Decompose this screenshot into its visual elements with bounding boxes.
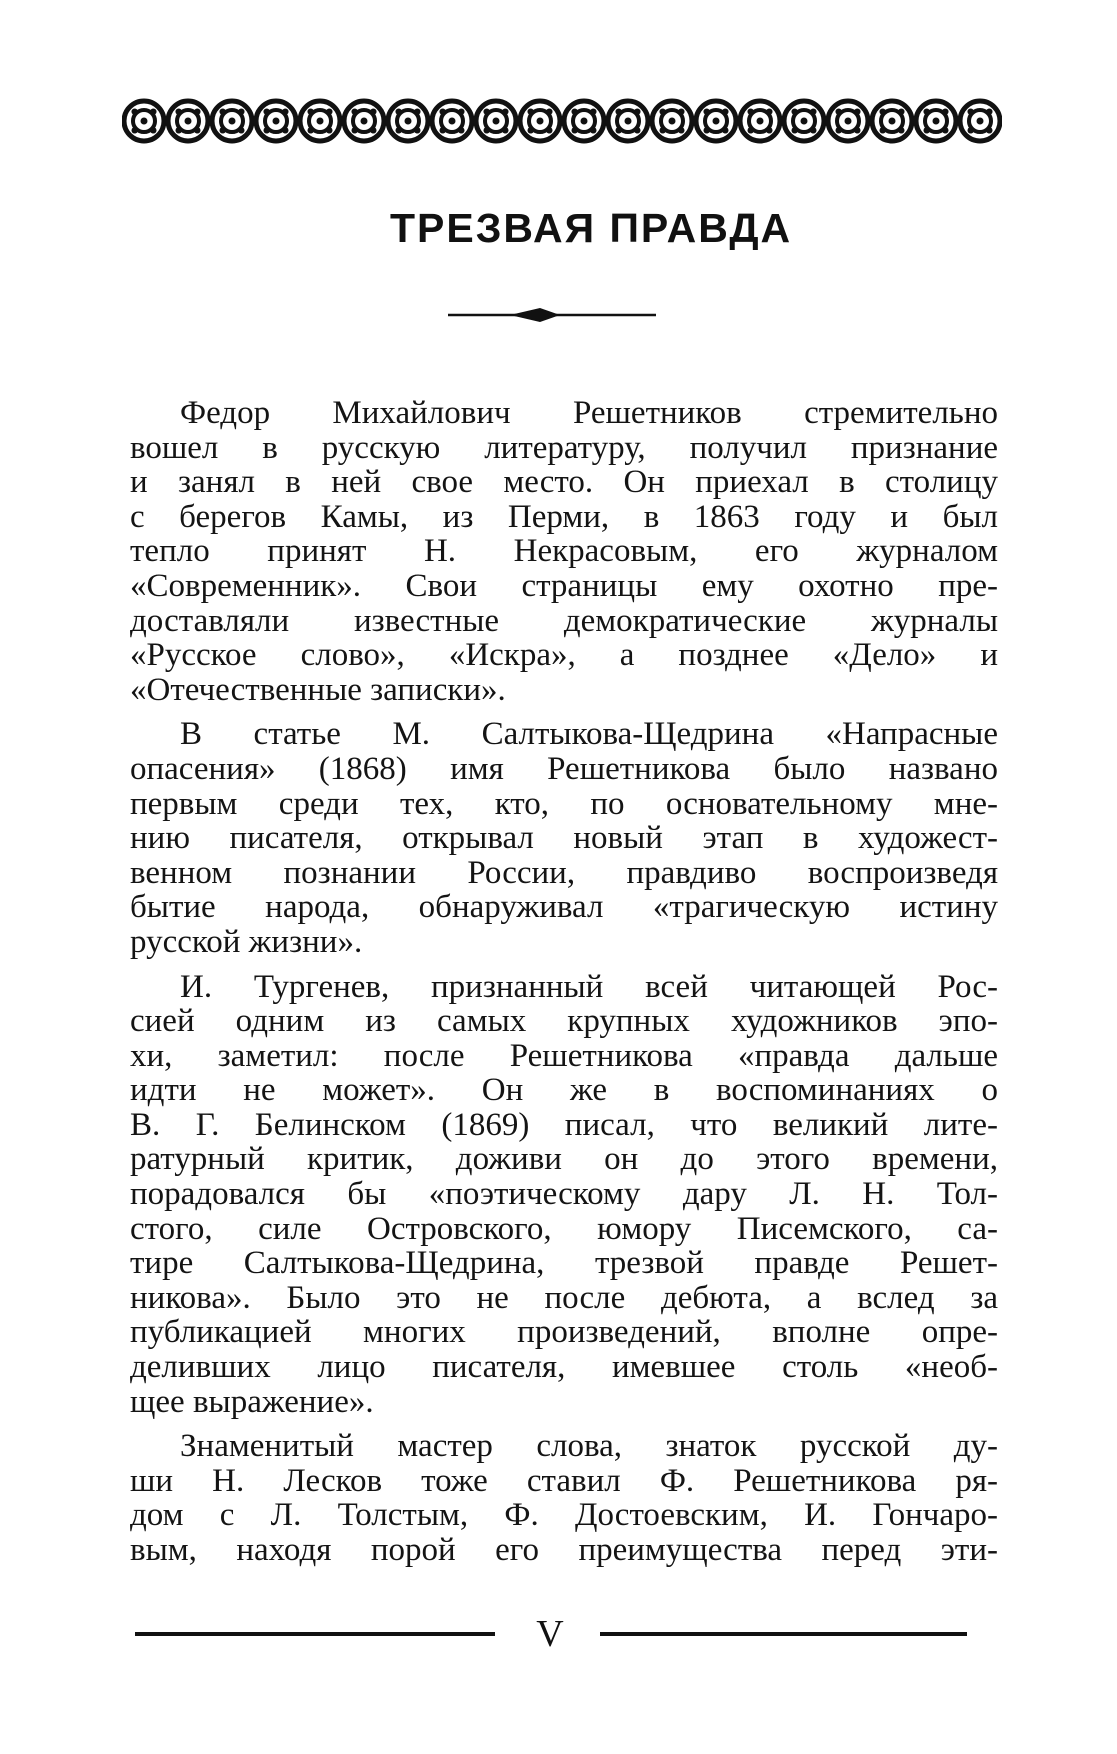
text-line: В. Г. Белинском (1869) писал, что великий лите- [130,1107,998,1143]
ornament-knot-icon [432,101,472,141]
text-line: вошел в русскую литературу, получил признание [130,430,998,466]
ornament-knot-icon [828,101,868,141]
text-line: тепло принят Н. Некрасовым, его журналом [130,534,998,569]
ornament-knot-icon [960,101,1000,141]
text-line: стого, силе Островского, юмору Писемского, са- [130,1211,998,1247]
text-line: «Отечественные записки». [130,672,506,708]
text-line: опасения» (1868) имя Решетникова было названо [130,751,998,787]
text-line: тире Салтыкова-Щедрина, трезвой правде Решет- [130,1246,998,1281]
text-line: порадовался бы «поэтическому дару Л. Н. Тол- [130,1177,998,1212]
page-number: V [536,1613,564,1655]
text-line: деливших лицо писателя, имевшее столь «необ- [130,1350,998,1385]
text-line: В статье М. Салтыкова-Щедрина «Напрасные [180,717,998,752]
text-line: ратурный критик, доживи он до этого времени, [130,1142,998,1178]
ornament-knot-icon [476,101,516,141]
paragraph [130,717,998,959]
text-line: бытие народа, обнаруживал «трагическую истину [130,890,998,925]
ornament-knot-icon [520,101,560,141]
ornament-knot-icon [212,101,252,141]
ornament-knot-icon [608,101,648,141]
paragraph [130,396,998,707]
text-line: сией одним из самых крупных художников эпо- [130,1004,998,1039]
ornament-knot-icon [696,101,736,141]
paragraph-gap [130,960,998,970]
ornament-knot-icon [124,101,164,141]
text-line: ши Н. Лесков тоже ставил Ф. Решетникова ря- [130,1463,998,1499]
body-text [130,396,998,1568]
chapter-title: ТРЕЗВАЯ ПРАВДА [390,205,793,251]
footer-rule-right [600,1632,967,1636]
ornament-knot-icon [784,101,824,141]
text-line: с берегов Камы, из Перми, в 1863 году и был [130,499,998,535]
text-line: русской жизни». [130,924,363,960]
paragraph-gap [130,1419,998,1429]
text-line: дом с Л. Толстым, Ф. Достоевским, И. Гончаро- [130,1498,998,1533]
ornament-knot-icon [300,101,340,141]
text-line: венном познании России, правдиво воспроизведя [130,855,998,891]
text-line: Знаменитый мастер слова, знаток русской ду- [180,1429,998,1464]
ornament-knot-icon [740,101,780,141]
text-line: первым среди тех, кто, по основательному мне- [130,786,998,822]
ornament-knot-icon [168,101,208,141]
footer-rule-left [135,1632,495,1636]
ornament-knot-icon [916,101,956,141]
text-line: и занял в ней свое место. Он приехал в столицу [130,465,998,500]
text-line: никова». Было это не после дебюта, а вслед за [130,1280,998,1316]
title-divider-icon [448,304,656,326]
decorative-ornament-border [122,98,1002,144]
text-line: «Современник». Свои страницы ему охотно пре- [130,568,998,604]
text-line: публикацией многих произведений, вполне опре- [130,1315,998,1351]
ornament-knot-icon [652,101,692,141]
ornament-knot-icon [872,101,912,141]
ornament-knot-icon [388,101,428,141]
text-line: щее выражение». [130,1384,374,1420]
text-line: «Русское слово», «Искра», а позднее «Дело» и [130,638,998,673]
paragraph [130,1429,998,1567]
text-line: вым, находя порой его преимущества перед эти- [130,1533,998,1568]
paragraph-gap [130,707,998,717]
text-line: идти не может». Он же в воспоминаниях о [130,1073,998,1108]
text-line: нию писателя, открывал новый этап в художест- [130,821,998,856]
ornament-knot-icon [256,101,296,141]
ornament-knot-icon [344,101,384,141]
ornament-knot-icon [564,101,604,141]
text-line: хи, заметил: после Решетникова «правда дальше [130,1038,998,1074]
text-line: Федор Михайлович Решетников стремительно [180,396,998,431]
text-line: И. Тургенев, признанный всей читающей Рос- [180,969,998,1005]
text-line: доставляли известные демократические журналы [130,603,998,639]
paragraph [130,970,998,1420]
